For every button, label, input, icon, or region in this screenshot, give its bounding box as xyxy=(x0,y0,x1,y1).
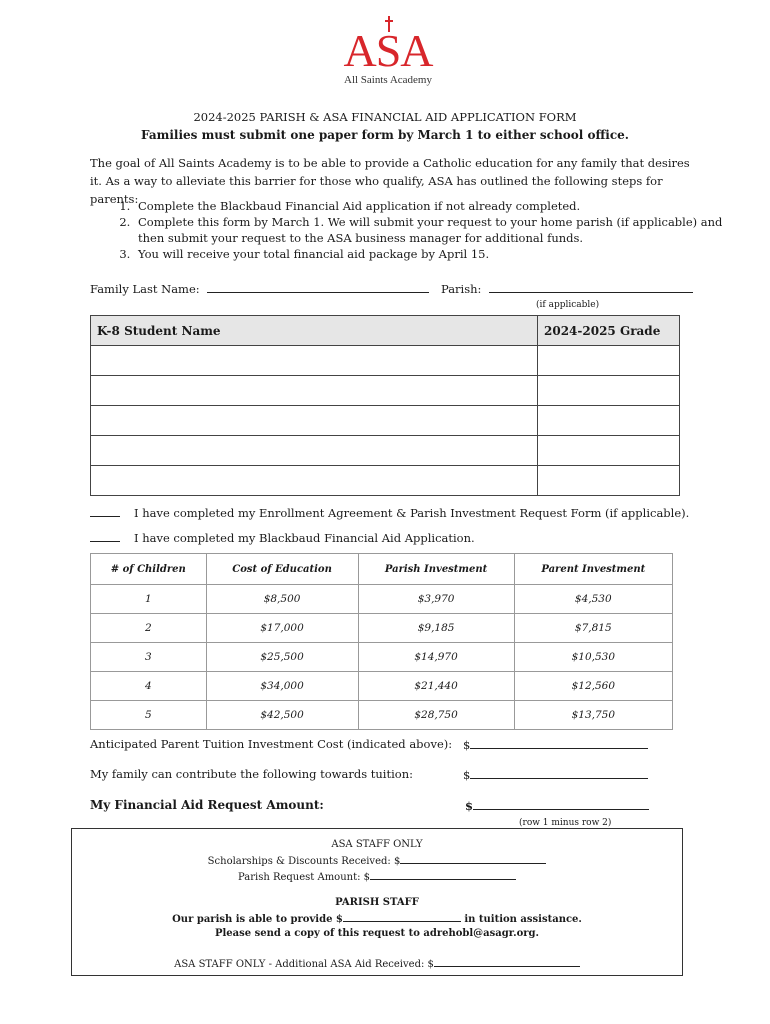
enrollment-check-label: I have completed my Enrollment Agreement & Parish Investment Request Form (if applicable). xyxy=(134,506,690,520)
grade-cell[interactable] xyxy=(538,436,680,466)
parish-request-blank[interactable] xyxy=(370,870,516,880)
table-row xyxy=(91,672,673,701)
aid-request-blank[interactable] xyxy=(473,798,649,810)
staff-only-box xyxy=(71,828,683,976)
step-item: 1. Complete the Blackbaud Financial Aid application if not already completed. xyxy=(134,198,734,214)
student-name-cell[interactable] xyxy=(91,466,538,496)
parish-investment-cell: $14,970 xyxy=(358,643,514,672)
table-row xyxy=(91,614,673,643)
dollar-sign: $ xyxy=(463,738,471,752)
parish-provide-blank[interactable] xyxy=(343,912,461,922)
enrollment-check-row xyxy=(90,506,689,520)
cost-cell: $34,000 xyxy=(206,672,358,701)
grade-cell[interactable] xyxy=(538,346,680,376)
table-row xyxy=(91,436,680,466)
student-name-cell[interactable] xyxy=(91,376,538,406)
table-row xyxy=(91,701,673,730)
parent-investment-cell: $4,530 xyxy=(514,585,672,614)
parent-investment-cell: $10,530 xyxy=(514,643,672,672)
cost-cell: $17,000 xyxy=(206,614,358,643)
blackbaud-check-row xyxy=(90,531,475,545)
table-row xyxy=(91,643,673,672)
family-contribution-field xyxy=(463,767,648,782)
children-cell: 2 xyxy=(91,614,207,643)
table-row xyxy=(91,406,680,436)
student-name-cell[interactable] xyxy=(91,436,538,466)
parish-provide-line xyxy=(72,912,682,925)
logo-letters: ASA xyxy=(343,25,433,76)
asa-staff-only-heading: ASA STAFF ONLY xyxy=(331,839,423,850)
scholarships-line xyxy=(72,854,682,867)
children-cell: 5 xyxy=(91,701,207,730)
row-note: (row 1 minus row 2) xyxy=(519,818,612,828)
form-title: 2024-2025 PARISH & ASA FINANCIAL AID APPLICATION FORM xyxy=(193,110,577,124)
deadline-notice: Families must submit one paper form by March 1 to either school office. xyxy=(141,128,629,142)
parish-field[interactable] xyxy=(489,281,693,293)
intro-paragraph: The goal of All Saints Academy is to be able to provide a Catholic education for any family that desires it. As a way to alleviate this barrier for those who qualify, ASA has outlined the following steps for parents: xyxy=(90,156,690,206)
children-cell: 4 xyxy=(91,672,207,701)
parent-investment-header: Parent Investment xyxy=(514,554,672,585)
scholarships-label: Scholarships & Discounts Received: $ xyxy=(207,856,401,867)
table-header-row xyxy=(91,316,680,346)
grade-header: 2024-2025 Grade xyxy=(538,316,680,346)
dollar-sign: $ xyxy=(463,768,471,782)
parent-cost-label: Anticipated Parent Tuition Investment Cost (indicated above): xyxy=(90,737,453,751)
enrollment-check-blank[interactable] xyxy=(90,516,120,517)
parish-label: Parish: xyxy=(440,282,482,296)
parent-investment-cell: $7,815 xyxy=(514,614,672,643)
parish-note: (if applicable) xyxy=(536,300,600,310)
aid-request-label: My Financial Aid Request Amount: xyxy=(90,798,324,812)
send-copy-line: Please send a copy of this request to adrehobl@asagr.org. xyxy=(214,928,540,939)
steps-list xyxy=(90,198,734,262)
family-last-name-label: Family Last Name: xyxy=(90,282,200,296)
grade-cell[interactable] xyxy=(538,406,680,436)
academy-logo xyxy=(338,14,438,90)
cost-table xyxy=(90,553,673,730)
parish-investment-cell: $28,750 xyxy=(358,701,514,730)
table-row xyxy=(91,585,673,614)
step-item: 3. You will receive your total financial aid package by April 15. xyxy=(134,246,734,262)
student-name-cell[interactable] xyxy=(91,346,538,376)
additional-aid-line xyxy=(72,957,682,970)
children-cell: 3 xyxy=(91,643,207,672)
parent-cost-field xyxy=(463,737,648,752)
parish-investment-cell: $9,185 xyxy=(358,614,514,643)
provide-prefix: Our parish is able to provide $ xyxy=(172,914,343,925)
parish-investment-cell: $21,440 xyxy=(358,672,514,701)
cost-header: Cost of Education xyxy=(206,554,358,585)
scholarships-blank[interactable] xyxy=(400,854,546,864)
parish-staff-heading: PARISH STAFF xyxy=(335,897,419,908)
parent-investment-cell: $13,750 xyxy=(514,701,672,730)
student-name-header: K-8 Student Name xyxy=(91,316,538,346)
table-row xyxy=(91,376,680,406)
family-last-name-field[interactable] xyxy=(207,281,429,293)
family-contribution-label: My family can contribute the following towards tuition: xyxy=(90,767,413,781)
parent-cost-blank[interactable] xyxy=(470,737,648,749)
grade-cell[interactable] xyxy=(538,466,680,496)
family-parish-line xyxy=(90,281,693,296)
additional-aid-blank[interactable] xyxy=(434,957,580,967)
table-row xyxy=(91,346,680,376)
provide-suffix: in tuition assistance. xyxy=(460,914,582,925)
parish-investment-header: Parish Investment xyxy=(358,554,514,585)
children-header: # of Children xyxy=(91,554,207,585)
parish-investment-cell: $3,970 xyxy=(358,585,514,614)
children-cell: 1 xyxy=(91,585,207,614)
cost-header-row xyxy=(91,554,673,585)
table-row xyxy=(91,466,680,496)
students-table xyxy=(90,315,680,496)
parish-request-label: Parish Request Amount: $ xyxy=(237,872,371,883)
aid-request-field xyxy=(465,798,649,813)
parish-request-line xyxy=(72,870,682,883)
cost-cell: $42,500 xyxy=(206,701,358,730)
logo-subtitle: All Saints Academy xyxy=(344,74,432,86)
additional-aid-label: ASA STAFF ONLY - Additional ASA Aid Received: $ xyxy=(174,959,434,970)
cost-cell: $25,500 xyxy=(206,643,358,672)
blackbaud-check-label: I have completed my Blackbaud Financial Aid Application. xyxy=(134,531,475,545)
grade-cell[interactable] xyxy=(538,376,680,406)
parent-investment-cell: $12,560 xyxy=(514,672,672,701)
cost-cell: $8,500 xyxy=(206,585,358,614)
student-name-cell[interactable] xyxy=(91,406,538,436)
dollar-sign: $ xyxy=(465,799,474,813)
family-contribution-blank[interactable] xyxy=(470,767,648,779)
step-item: 2. Complete this form by March 1. We will submit your request to your home parish (if applicable) and then submit your request to the ASA business manager for additional funds. xyxy=(134,214,734,246)
blackbaud-check-blank[interactable] xyxy=(90,541,120,542)
